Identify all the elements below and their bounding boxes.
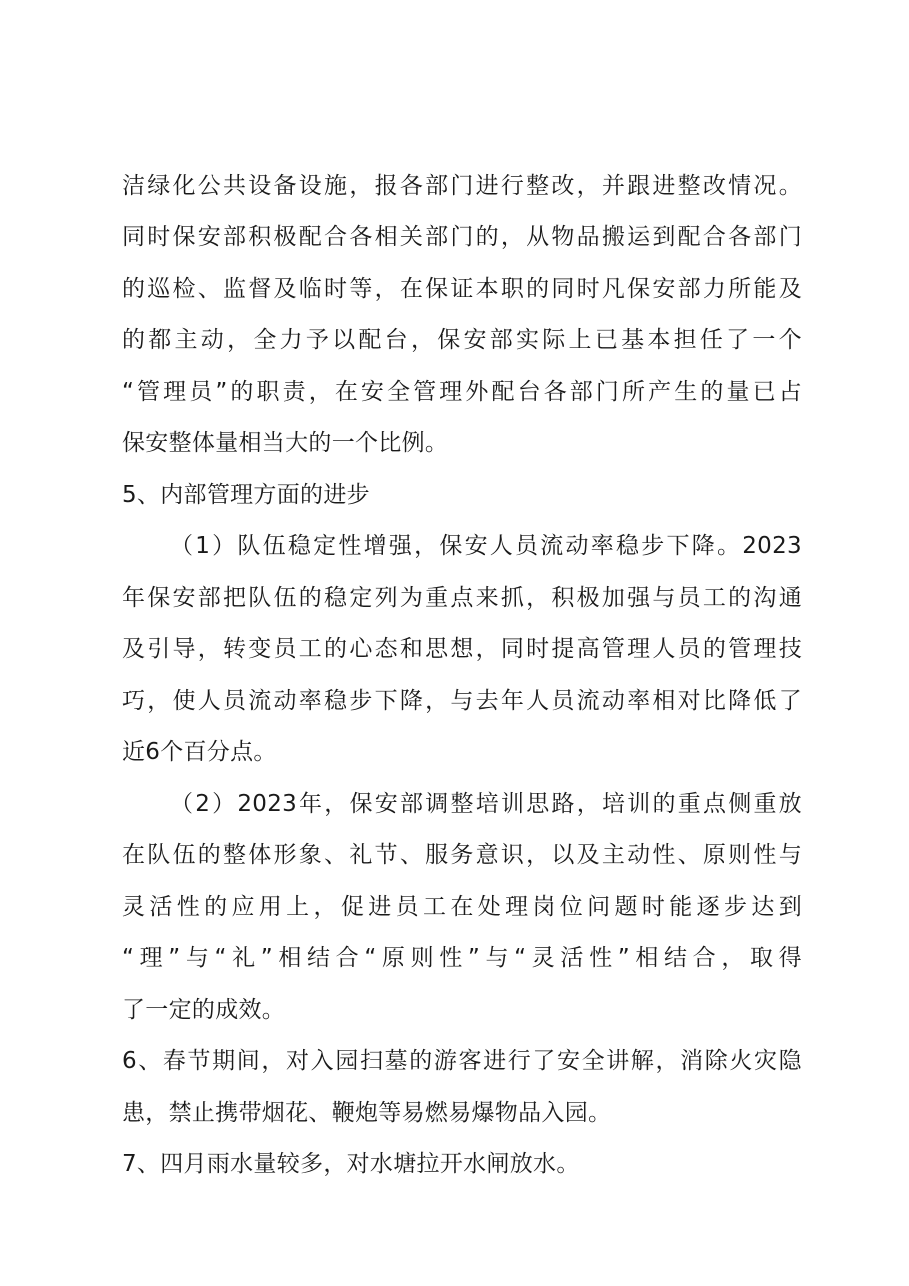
paragraph-line: 在队伍的整体形象、礼节、服务意识，以及主动性、原则性与: [122, 842, 802, 868]
paragraph-line: “管理员”的职责，在安全管理外配台各部门所产生的量已占: [122, 379, 802, 405]
section-heading: 5、内部管理方面的进步: [122, 482, 370, 508]
paragraph-line: 年保安部把队伍的稳定列为重点来抓，积极加强与员工的沟通: [122, 585, 802, 611]
paragraph-line: “理”与“礼”相结合“原则性”与“灵活性”相结合，取得: [122, 945, 802, 971]
paragraph-line: 灵活性的应用上，促进员工在处理岗位问题时能逐步达到: [122, 894, 802, 920]
paragraph-line: 患，禁止携带烟花、鞭炮等易燃易爆物品入园。: [122, 1100, 612, 1126]
paragraph-line: 同时保安部积极配合各相关部门的，从物品搬运到配合各部门: [122, 224, 802, 250]
paragraph-line: （2）2023年，保安部调整培训思路，培训的重点侧重放: [170, 791, 802, 817]
paragraph-line: 的都主动，全力予以配台，保安部实际上已基本担任了一个: [122, 327, 802, 353]
paragraph-line: （1）队伍稳定性增强，保安人员流动率稳步下降。2023: [170, 533, 802, 559]
paragraph-line: 的巡检、监督及临时等，在保证本职的同时凡保安部力所能及: [122, 276, 802, 302]
paragraph-line: 洁绿化公共设备设施，报各部门进行整改，并跟进整改情况。: [122, 173, 802, 199]
paragraph-line: 保安整体量相当大的一个比例。: [122, 430, 449, 456]
paragraph-line: 7、四月雨水量较多，对水塘拉开水闸放水。: [122, 1151, 580, 1177]
paragraph-line: 了一定的成效。: [122, 997, 286, 1023]
paragraph-line: 近6个百分点。: [122, 739, 277, 765]
paragraph-line: 及引导，转变员工的心态和思想，同时提高管理人员的管理技: [122, 636, 802, 662]
paragraph-line: 巧，使人员流动率稳步下降，与去年人员流动率相对比降低了: [122, 688, 802, 714]
paragraph-line: 6、春节期间，对入园扫墓的游客进行了安全讲解，消除火灾隐: [122, 1048, 802, 1074]
